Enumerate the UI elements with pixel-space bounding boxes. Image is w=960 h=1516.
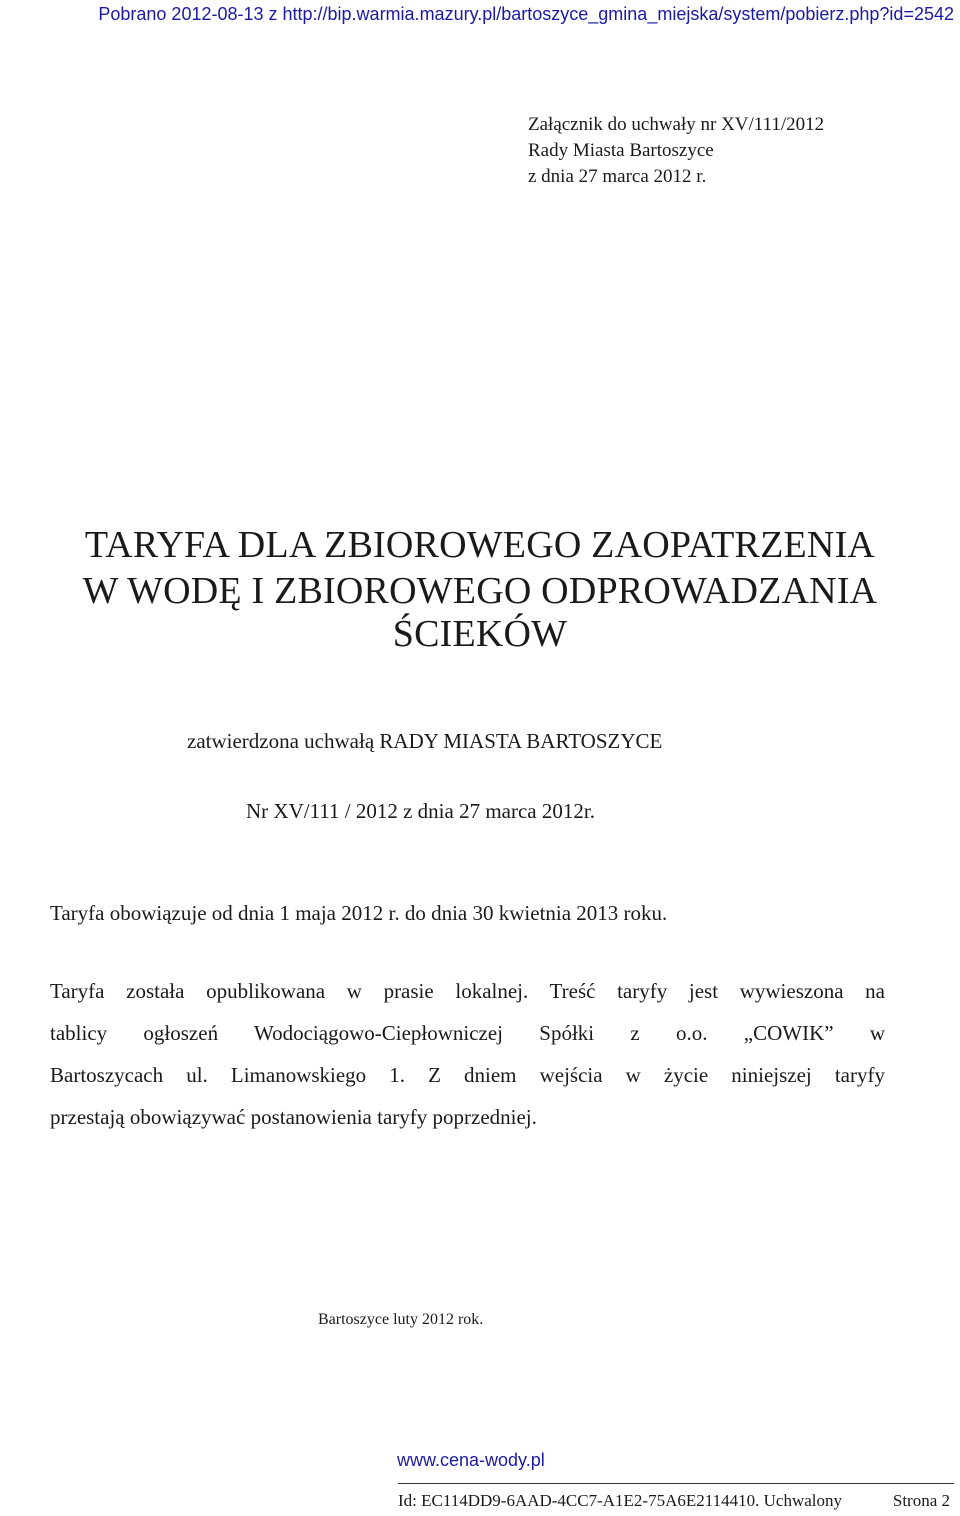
publication-line-3: Bartoszycach ul. Limanowskiego 1. Z dniem wejścia w życie niniejszej taryfy [50, 1063, 885, 1087]
footer-url-link[interactable]: www.cena-wody.pl [397, 1450, 545, 1470]
approval-line-1: zatwierdzona uchwałą RADY MIASTA BARTOSZYCE [187, 729, 663, 753]
annex-line-2: Rady Miasta Bartoszyce [528, 140, 714, 161]
annex-line-1: Załącznik do uchwały nr XV/111/2012 [528, 114, 825, 135]
approval-line-2: Nr XV/111 / 2012 z dnia 27 marca 2012r. [246, 799, 595, 823]
place-and-date: Bartoszyce luty 2012 rok. [318, 1311, 484, 1328]
download-source-header[interactable]: Pobrano 2012-08-13 z http://bip.warmia.mazury.pl/bartoszyce_gmina_miejska/system/pobierz.php?id=2542 [98, 4, 954, 24]
annex-line-3: z dnia 27 marca 2012 r. [528, 166, 707, 187]
document-title-line-1: TARYFA DLA ZBIOROWEGO ZAOPATRZENIA [84, 524, 876, 566]
publication-line-4: przestają obowiązywać postanowienia taryfy poprzedniej. [50, 1105, 537, 1129]
document-title-line-3: ŚCIEKÓW [392, 613, 568, 655]
validity-period: Taryfa obowiązuje od dnia 1 maja 2012 r. do dnia 30 kwietnia 2013 roku. [50, 901, 668, 925]
publication-line-1: Taryfa została opublikowana w prasie lokalnej. Treść taryfy jest wywieszona na [50, 979, 885, 1003]
document-title-line-2: W WODĘ I ZBIOROWEGO ODPROWADZANIA [82, 570, 878, 612]
footer-divider [398, 1483, 954, 1484]
footer-page-number: Strona 2 [892, 1491, 950, 1510]
footer-document-id: Id: EC114DD9-6AAD-4CC7-A1E2-75A6E2114410. Uchwalony [398, 1491, 842, 1510]
publication-line-2: tablicy ogłoszeń Wodociągowo-Ciepłowniczej Spółki z o.o. „COWIK” w [50, 1021, 885, 1045]
